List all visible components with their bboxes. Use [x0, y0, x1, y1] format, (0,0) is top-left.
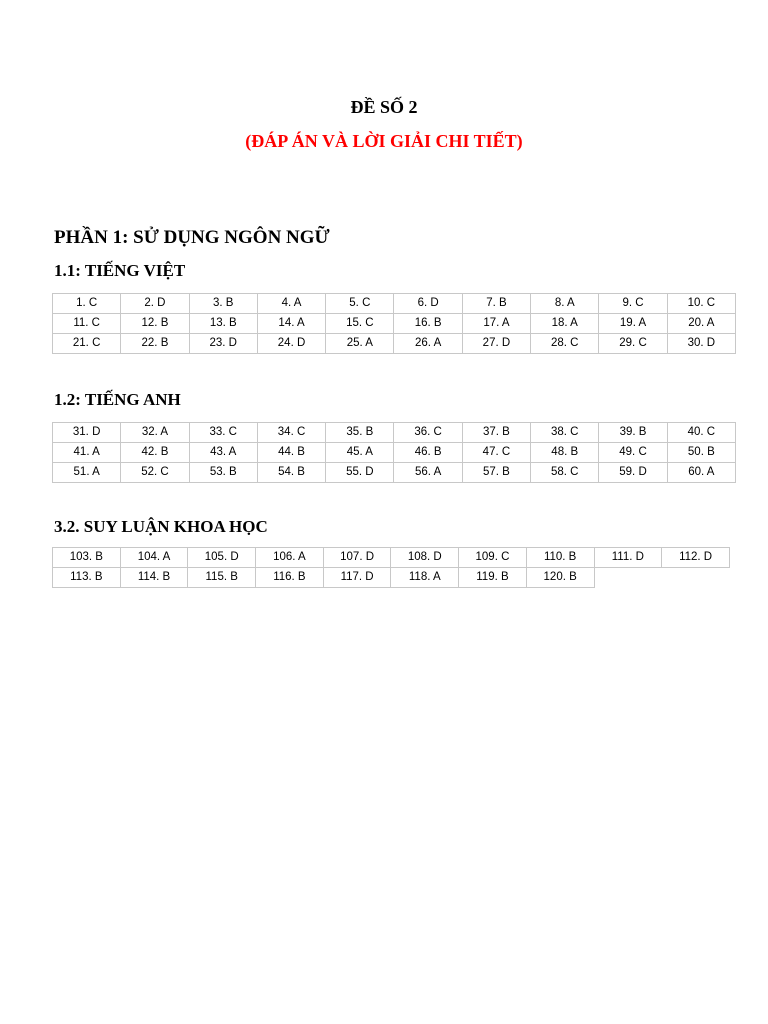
answer-cell: 44. B	[257, 443, 325, 463]
answer-table-tieng-viet	[52, 293, 736, 354]
empty-cell	[662, 568, 730, 588]
answer-cell: 46. B	[394, 443, 462, 463]
answer-cell: 42. B	[121, 443, 189, 463]
answer-cell: 56. A	[394, 463, 462, 483]
answer-cell: 35. B	[326, 423, 394, 443]
answer-cell: 111. D	[594, 548, 662, 568]
answer-cell: 106. A	[256, 548, 324, 568]
answer-cell: 3. B	[189, 294, 257, 314]
answer-cell: 108. D	[391, 548, 459, 568]
answer-cell: 18. A	[531, 314, 599, 334]
table-row	[53, 548, 730, 568]
answer-cell: 37. B	[462, 423, 530, 443]
answer-table-tieng-anh	[52, 422, 736, 483]
answer-cell: 47. C	[462, 443, 530, 463]
answer-cell: 117. D	[323, 568, 391, 588]
answer-table-suy-luan-khoa-hoc	[52, 547, 730, 588]
answer-cell: 4. A	[257, 294, 325, 314]
answer-cell: 25. A	[326, 334, 394, 354]
answer-cell: 2. D	[121, 294, 189, 314]
empty-cell	[594, 568, 662, 588]
answer-cell: 41. A	[53, 443, 121, 463]
answer-cell: 60. A	[667, 463, 735, 483]
answer-cell: 24. D	[257, 334, 325, 354]
answer-cell: 113. B	[53, 568, 121, 588]
answer-cell: 12. B	[121, 314, 189, 334]
answer-cell: 13. B	[189, 314, 257, 334]
answer-cell: 53. B	[189, 463, 257, 483]
answer-cell: 17. A	[462, 314, 530, 334]
section-heading-suy-luan-khoa-hoc: 3.2. SUY LUẬN KHOA HỌC	[54, 517, 268, 536]
answer-cell: 48. B	[531, 443, 599, 463]
answer-cell: 109. C	[459, 548, 527, 568]
table-row	[53, 314, 736, 334]
answer-cell: 114. B	[120, 568, 188, 588]
answer-cell: 7. B	[462, 294, 530, 314]
table-row	[53, 568, 730, 588]
answer-cell: 23. D	[189, 334, 257, 354]
answer-cell: 8. A	[531, 294, 599, 314]
answer-cell: 49. C	[599, 443, 667, 463]
answer-cell: 29. C	[599, 334, 667, 354]
section-heading-tieng-anh: 1.2: TIẾNG ANH	[54, 390, 181, 409]
answer-cell: 5. C	[326, 294, 394, 314]
answer-cell: 105. D	[188, 548, 256, 568]
answer-cell: 38. C	[531, 423, 599, 443]
answer-cell: 59. D	[599, 463, 667, 483]
table-row	[53, 334, 736, 354]
answer-cell: 110. B	[526, 548, 594, 568]
table-row	[53, 294, 736, 314]
answer-cell: 31. D	[53, 423, 121, 443]
table-row	[53, 443, 736, 463]
answer-cell: 107. D	[323, 548, 391, 568]
answer-cell: 9. C	[599, 294, 667, 314]
part-heading: PHẦN 1: SỬ DỤNG NGÔN NGỮ	[54, 227, 330, 248]
answer-cell: 118. A	[391, 568, 459, 588]
document-subtitle: (ĐÁP ÁN VÀ LỜI GIẢI CHI TIẾT)	[245, 131, 523, 151]
answer-cell: 28. C	[531, 334, 599, 354]
answer-cell: 116. B	[256, 568, 324, 588]
answer-cell: 33. C	[189, 423, 257, 443]
section-heading-tieng-viet: 1.1: TIẾNG VIỆT	[54, 261, 186, 280]
answer-cell: 103. B	[53, 548, 121, 568]
answer-cell: 19. A	[599, 314, 667, 334]
answer-cell: 57. B	[462, 463, 530, 483]
answer-cell: 43. A	[189, 443, 257, 463]
answer-cell: 119. B	[459, 568, 527, 588]
answer-cell: 1. C	[53, 294, 121, 314]
answer-cell: 27. D	[462, 334, 530, 354]
answer-cell: 51. A	[53, 463, 121, 483]
answer-cell: 30. D	[667, 334, 735, 354]
answer-cell: 45. A	[326, 443, 394, 463]
answer-cell: 32. A	[121, 423, 189, 443]
document-title: ĐỀ SỐ 2	[350, 97, 418, 117]
table-row	[53, 463, 736, 483]
answer-cell: 6. D	[394, 294, 462, 314]
answer-cell: 58. C	[531, 463, 599, 483]
answer-cell: 39. B	[599, 423, 667, 443]
answer-cell: 120. B	[526, 568, 594, 588]
answer-cell: 40. C	[667, 423, 735, 443]
answer-cell: 55. D	[326, 463, 394, 483]
answer-cell: 36. C	[394, 423, 462, 443]
answer-cell: 21. C	[53, 334, 121, 354]
answer-cell: 54. B	[257, 463, 325, 483]
table-row	[53, 423, 736, 443]
answer-cell: 22. B	[121, 334, 189, 354]
answer-cell: 15. C	[326, 314, 394, 334]
answer-cell: 14. A	[257, 314, 325, 334]
answer-cell: 104. A	[120, 548, 188, 568]
answer-cell: 20. A	[667, 314, 735, 334]
answer-cell: 16. B	[394, 314, 462, 334]
answer-cell: 34. C	[257, 423, 325, 443]
answer-cell: 50. B	[667, 443, 735, 463]
answer-cell: 52. C	[121, 463, 189, 483]
answer-cell: 10. C	[667, 294, 735, 314]
answer-cell: 115. B	[188, 568, 256, 588]
answer-cell: 26. A	[394, 334, 462, 354]
answer-cell: 112. D	[662, 548, 730, 568]
answer-cell: 11. C	[53, 314, 121, 334]
